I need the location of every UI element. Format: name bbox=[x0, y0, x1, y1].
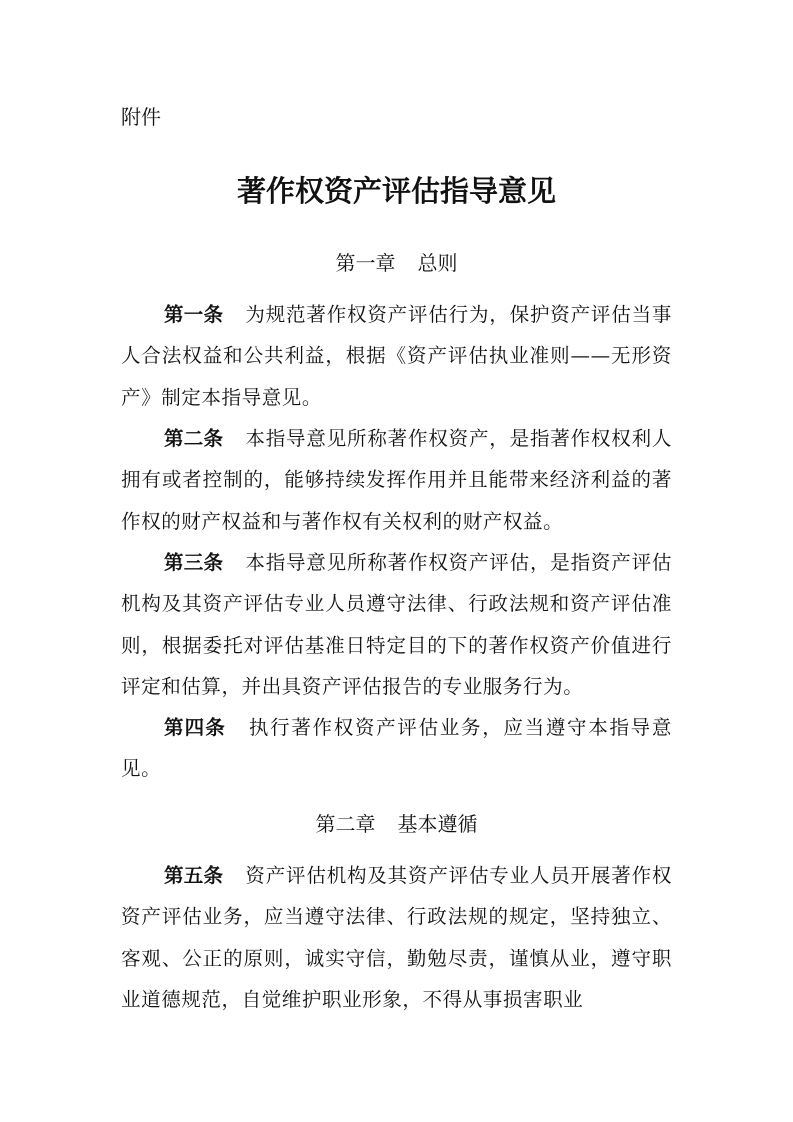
article-number: 第一条 bbox=[164, 303, 224, 326]
article-number: 第三条 bbox=[164, 551, 224, 574]
chapter-name: 基本遵循 bbox=[397, 812, 478, 836]
article-4 bbox=[121, 707, 672, 790]
article-text: 执行著作权资产评估业务，应当遵守本指导意见。 bbox=[121, 716, 672, 781]
article-text: 本指导意见所称著作权资产评估，是指资产评估机构及其资产评估专业人员遵守法律、行政法规和资产评估准则，根据委托对评估基准日特定目的下的著作权资产价值进行评定和估算，并出具资产评估报告的专业服务行为。 bbox=[121, 551, 672, 698]
article-2 bbox=[121, 418, 672, 542]
document-title: 著作权资产评估指导意见 bbox=[236, 174, 556, 208]
chapter-heading-1 bbox=[0, 247, 793, 279]
chapter-heading-2 bbox=[0, 808, 793, 840]
article-text: 资产评估机构及其资产评估专业人员开展著作权资产评估业务，应当遵守法律、行政法规的规定，坚持独立、客观、公正的原则，诚实守信，勤勉尽责，谨慎从业，遵守职业道德规范，自觉维护职业形象，不得从事损害职业 bbox=[121, 864, 672, 1011]
article-1 bbox=[121, 294, 672, 418]
article-number: 第四条 bbox=[164, 716, 226, 739]
article-3 bbox=[121, 542, 672, 707]
chapter-name: 总则 bbox=[417, 251, 458, 275]
article-number: 第五条 bbox=[164, 864, 224, 887]
attachment-label: 附件 bbox=[121, 105, 161, 129]
chapter-number: 第二章 bbox=[315, 812, 376, 836]
chapter-number: 第一章 bbox=[335, 251, 396, 275]
article-text: 为规范著作权资产评估行为，保护资产评估当事人合法权益和公共利益，根据《资产评估执业准则——无形资产》制定本指导意见。 bbox=[121, 303, 672, 409]
article-5 bbox=[121, 855, 672, 1020]
article-number: 第二条 bbox=[164, 427, 224, 450]
article-text: 本指导意见所称著作权资产，是指著作权权利人拥有或者控制的，能够持续发挥作用并且能带来经济利益的著作权的财产权益和与著作权有关权利的财产权益。 bbox=[121, 427, 672, 533]
